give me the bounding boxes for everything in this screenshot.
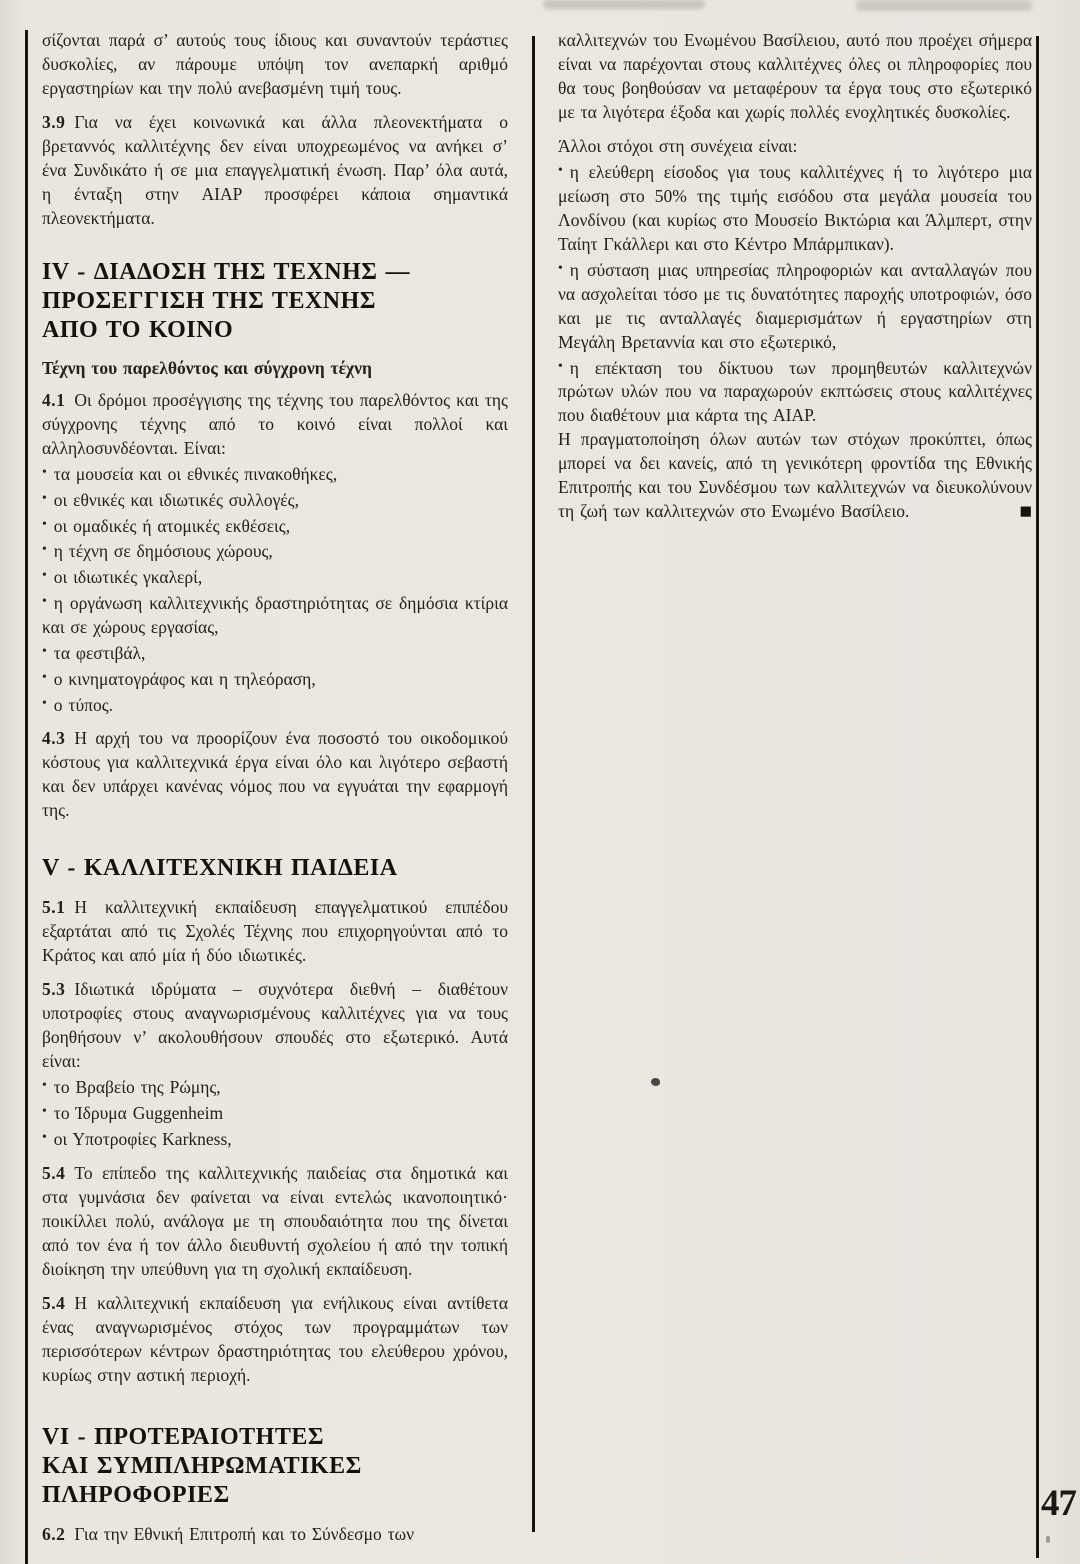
paragraph-text: Το επίπεδο της καλλιτεχνικής παιδείας στα δημοτικά και στα γυμνάσια δεν φαίνεται να είναι εντελώς ικανοποιητικό· ποικίλλει πολύ, ανάλογα με τη σπουδαιότητα που της δίνεται από τον ένα ή τον άλλο διευθυντή σχολείου ή από την τοπική διοίκηση την υπεύθυνη για τη σχολική εκπαίδευση.: [42, 1162, 508, 1279]
bullet-item: [558, 158, 1032, 256]
bullet-item: [42, 691, 508, 717]
bullet-dot-icon: •: [42, 1103, 47, 1119]
bullet-text: ο κινηματογράφος και η τηλεόραση,: [53, 668, 316, 689]
paragraph-number: 5.3: [42, 979, 66, 1000]
paragraph-number: 5.4: [42, 1292, 66, 1313]
bullet-text: ο τύπος.: [53, 694, 113, 715]
scan-speck-small: [1046, 1536, 1050, 1543]
bullet-dot-icon: •: [42, 567, 47, 583]
paragraph-text: Η καλλιτεχνική εκπαίδευση επαγγελματικού επιπέδου εξαρτάται από τις Σχολές Τέχνης που επιχορηγούνται από το Κράτος και από μία ή δύο ιδιωτικές.: [42, 897, 508, 966]
section-heading-iv: [42, 258, 508, 345]
bullet-dot-icon: •: [558, 162, 563, 177]
bullet-text: τα φεστιβάλ,: [53, 642, 146, 663]
paragraph-text: Άλλοι στόχοι στη συνέχεια είναι:: [558, 136, 798, 156]
bullet-dot-icon: •: [42, 668, 47, 684]
bullet-dot-icon: •: [558, 259, 563, 275]
subsection-heading: Τέχνη του παρελθόντος και σύγχρονη τέχνη: [42, 358, 372, 378]
paragraph-continued-from-previous-page: [42, 28, 508, 100]
paragraph-text: Η πραγματοποίηση όλων αυτών των στόχων προκύπτει, όπως μπορεί να δει κανείς, από τη γενικότερη φροντίδα της Εθνικής Επιτροπής και του Συνδέσμου των καλλιτεχνών να διευκολύνουν τη ζωή των καλλιτεχνών στο Ενωμένο Βασίλειο.: [558, 429, 1032, 522]
bullet-dot-icon: •: [42, 1077, 47, 1093]
bullet-dot-icon: •: [42, 489, 47, 505]
section-heading-vi: [42, 1423, 508, 1510]
bullet-dot-icon: •: [42, 464, 47, 479]
goals-intro-line: [558, 134, 1032, 158]
paragraph-number: 5.1: [42, 897, 66, 918]
bullet-text: η τέχνη σε δημόσιους χώρους,: [53, 541, 273, 562]
bullet-dot-icon: •: [42, 541, 47, 557]
paragraph-text: Η καλλιτεχνική εκπαίδευση για ενήλικους είναι αντίθετα ένας αναγνωρισμένος στόχος των προγραμμάτων των περισσότερων κέντρων δραστηριότητας του ελεύθερου χρόνου, κυρίως στην αστική περιοχή.: [42, 1292, 508, 1385]
bullet-text: το Ίδρυμα Guggenheim: [53, 1102, 224, 1123]
bullet-item: [42, 563, 508, 589]
paragraph-number: 4.1: [42, 390, 66, 410]
paragraph-continued-top-right: [558, 28, 1032, 124]
bullet-text: η σύσταση μιας υπηρεσίας πληροφοριών και ανταλλαγών που να ασχολείται τόσο με τις δυνατότητες παροχής υποτροφιών, όσο και με τις ανταλλαγές διαμερισμάτων ή εργαστηρίων στη Μεγάλη Βρεταννία και στο εξωτερικό,: [558, 259, 1032, 352]
heading-line: ΠΛΗΡΟΦΟΡΙΕΣ: [42, 1481, 230, 1508]
bullet-dot-icon: •: [42, 593, 47, 609]
paragraph-text: Για την Εθνική Επιτροπή και το Σύνδεσμο των: [74, 1523, 415, 1544]
scan-smudge-top-left: [543, 0, 705, 9]
bullet-item: [42, 665, 508, 691]
scan-speck: [651, 1078, 660, 1086]
bullet-item: [42, 486, 508, 512]
bullet-list-goals: [558, 158, 1032, 427]
bullet-text: οι ομαδικές ή ατομικές εκθέσεις,: [53, 515, 291, 536]
left-column: [42, 28, 508, 1546]
paragraph-3-9: [42, 110, 508, 230]
end-of-article-square-icon: ■: [1019, 499, 1032, 524]
paragraph-text: καλλιτεχνών του Ενωμένου Βασίλειου, αυτό που προέχει σήμερα είναι να παρέχονται στους καλλιτέχνες όλες οι πληροφορίες που θα τους βοηθούσαν να μεταφέρουν τα έργα τους στο εξωτερικό με τα λιγότερα έξοδα και χωρίς πολλές ενοχλητικές δυσκολίες.: [558, 30, 1032, 122]
paragraph-6-2: [42, 1522, 508, 1546]
left-column-border-rule: [25, 30, 28, 1564]
paragraph-text: σίζονται παρά σ’ αυτούς τους ίδιους και συναντούν τεράστιες δυσκολίες, αν πάρουμε υπόψη τον ανεπαρκή αριθμό εργαστηρίων και την πολύ ανεβασμένη τιμή τους.: [42, 30, 508, 98]
bullet-text: οι Υποτροφίες Karkness,: [53, 1128, 232, 1149]
bullet-text: η οργάνωση καλλιτεχνικής δραστηριότητας σε δημόσια κτίρια και σε χώρους εργασίας,: [42, 592, 508, 637]
page-number: 47: [1041, 1483, 1076, 1524]
paragraph-number: 6.2: [42, 1523, 66, 1544]
paragraph-5-4-schools: [42, 1161, 508, 1281]
paragraph-4-3: [42, 726, 508, 822]
paragraph-5-1: [42, 895, 508, 967]
paragraph-text: Ιδιωτικά ιδρύματα – συχνότερα διεθνή – διαθέτουν υποτροφίες στους αναγνωρισμένους καλλιτέχνες για να τους βοηθήσουν ν’ ακολουθήσουν σπουδές στο εξωτερικό. Αυτά είναι:: [42, 979, 508, 1072]
heading-line: VI - ΠΡΟΤΕΡΑΙΟΤΗΤΕΣ: [42, 1423, 325, 1450]
bullet-item: [42, 537, 508, 563]
heading-line: IV - ΔΙΑΔΟΣΗ ΤΗΣ ΤΕΧΝΗΣ —: [42, 259, 410, 285]
paragraph-5-3: [42, 977, 508, 1073]
heading-line: ΑΠΟ ΤΟ ΚΟΙΝΟ: [42, 317, 234, 343]
section-heading-v: V - ΚΑΛΛΙΤΕΧΝΙΚΗ ΠΑΙΔΕΙΑ: [42, 855, 398, 882]
bullet-item: [558, 354, 1032, 428]
bullet-item: [42, 1125, 508, 1151]
bullet-dot-icon: •: [42, 694, 47, 710]
scan-smudge-top-right: [856, 0, 1032, 11]
bullet-list-5-3: [42, 1073, 508, 1150]
right-column-border-rule: [1036, 36, 1039, 1558]
bullet-list-4-1: [42, 460, 508, 716]
bullet-text: το Βραβείο της Ρώμης,: [53, 1077, 221, 1098]
paragraph-4-1: [42, 388, 508, 460]
paragraph-5-4-adults: [42, 1291, 508, 1387]
bullet-text: οι εθνικές και ιδιωτικές συλλογές,: [53, 489, 299, 510]
heading-line: ΚΑΙ ΣΥΜΠΛΗΡΩΜΑΤΙΚΕΣ: [42, 1452, 362, 1479]
bullet-dot-icon: •: [42, 515, 47, 531]
bullet-text: οι ιδιωτικές γκαλερί,: [53, 567, 203, 588]
paragraph-number: 4.3: [42, 728, 66, 749]
bullet-dot-icon: •: [42, 1128, 47, 1144]
bullet-text: η ελεύθερη είσοδος για τους καλλιτέχνες ή το λιγότερο μια μείωση στο 50% της τιμής εισόδου στα μεγάλα μουσεία του Λονδίνου (και κυρίως στο Μουσείο Βικτώρια και Άλμπερτ, στην Ταίητ Γκάλλερι και στο Κέντρο Μπάρμπικαν).: [558, 161, 1032, 254]
bullet-dot-icon: •: [42, 642, 47, 658]
paragraph-text: Για να έχει κοινωνικά και άλλα πλεονεκτήματα ο βρεταννός καλλιτέχνης δεν είναι υποχρεωμένος να ανήκει σ’ ένα Συνδικάτο ή σε μια επαγγελματική ένωση. Παρ’ όλα αυτά, η ένταξη στην AIAP προσφέρει κάποια σημαντικά πλεονεκτήματα.: [42, 112, 508, 228]
heading-line: ΠΡΟΣΕΓΓΙΣΗ ΤΗΣ ΤΕΧΝΗΣ: [42, 288, 376, 314]
bullet-item: [42, 460, 508, 486]
paragraph-text: Η αρχή του να προορίζουν ένα ποσοστό του οικοδομικού κόστους για καλλιτεχνικά έργα είναι όλο και λιγότερο σεβαστή και δεν υπάρχει κανένας νόμος που να εγγυάται την εφαρμογή της.: [42, 728, 508, 821]
closing-paragraph: [558, 427, 1032, 523]
right-column: [558, 28, 1032, 523]
column-divider-rule: [532, 36, 535, 1532]
bullet-item: [42, 589, 508, 639]
bullet-item: [42, 1099, 508, 1125]
paragraph-text: Οι δρόμοι προσέγγισης της τέχνης του παρελθόντος και της σύγχρονης τέχνης από το κοινό είναι πολλοί και αλληλοσυνδέονται. Είναι:: [42, 390, 508, 458]
bullet-item: [42, 639, 508, 665]
bullet-text: η επέκταση του δίκτυου των προμηθευτών καλλιτεχνών πρώτων υλών που να παραχωρούν εκπτώσεις στους καλλιτέχνες που διαθέτουν μια κάρτα της AIAP.: [558, 357, 1032, 426]
bullet-text: τα μουσεία και οι εθνικές πινακοθήκες,: [53, 463, 338, 484]
bullet-item: [42, 1073, 508, 1099]
bullet-dot-icon: •: [558, 357, 563, 373]
bullet-item: [42, 512, 508, 538]
bullet-item: [558, 256, 1032, 354]
paragraph-number: 3.9: [42, 112, 66, 132]
paragraph-number: 5.4: [42, 1162, 66, 1183]
